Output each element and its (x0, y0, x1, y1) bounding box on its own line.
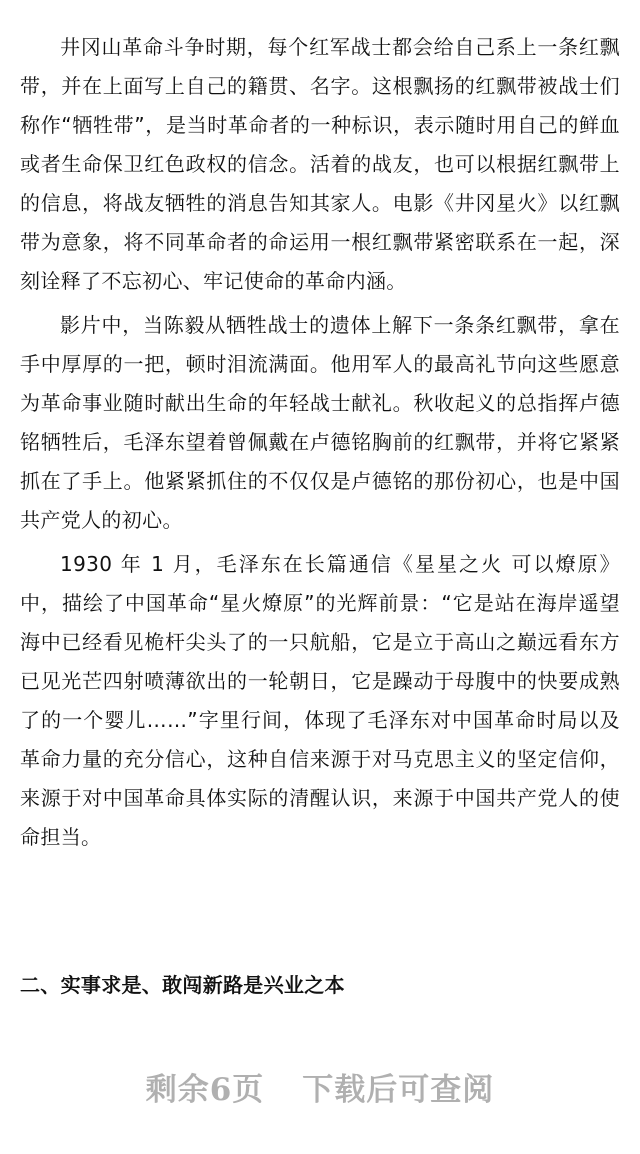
download-to-view-label: 下载后可查阅 (302, 1072, 495, 1108)
paragraph: 井冈山革命斗争时期，每个红军战士都会给自己系上一条红飘带，并在上面写上自己的籍贯、名字。这根飘扬的红飘带被战士们称作“牺牲带”，是当时革命者的一种标识，表示随时用自己的鲜血或者生命保卫红色政权的信念。活着的战友，也可以根据红飘带上的信息，将战友牺牲的消息告知其家人。电影《井冈星火》以红飘带为意象，将不同革命者的命运用一根红飘带紧密联系在一起，深刻诠释了不忘初心、牢记使命的革命内涵。 (20, 35, 620, 293)
document-body (20, 28, 620, 862)
paragraph: 影片中，当陈毅从牺牲战士的遗体上解下一条条红飘带，拿在手中厚厚的一把，顿时泪流满面。他用军人的最高礼节向这些愿意为革命事业随时献出生命的年轻战士献礼。秋收起义的总指挥卢德铭牺牲后，毛泽东望着曾佩戴在卢德铭胸前的红飘带，并将它紧紧抓在了手上。他紧紧抓住的不仅仅是卢德铭的那份初心，也是中国共产党人的初心。 (20, 313, 620, 532)
section-heading: 二、实事求是、敢闯新路是兴业之本 (20, 973, 345, 997)
download-prompt-banner[interactable] (0, 1068, 640, 1112)
remaining-pages-label: 剩余6页 (145, 1072, 265, 1108)
paragraph: 1930 年 1 月，毛泽东在长篇通信《星星之火 可以燎原》中，描绘了中国革命“星火燎原”的光辉前景：“它是站在海岸遥望海中已经看见桅杆尖头了的一只航船，它是立于高山之巅远看东方已见光芒四射喷薄欲出的一轮朝日，它是躁动于母腹中的快要成熟了的一个婴儿……”字里行间，体现了毛泽东对中国革命时局以及革命力量的充分信心，这种自信来源于对马克思主义的坚定信仰，来源于对中国革命具体实际的清醒认识，来源于中国共产党人的使命担当。 (20, 552, 620, 849)
